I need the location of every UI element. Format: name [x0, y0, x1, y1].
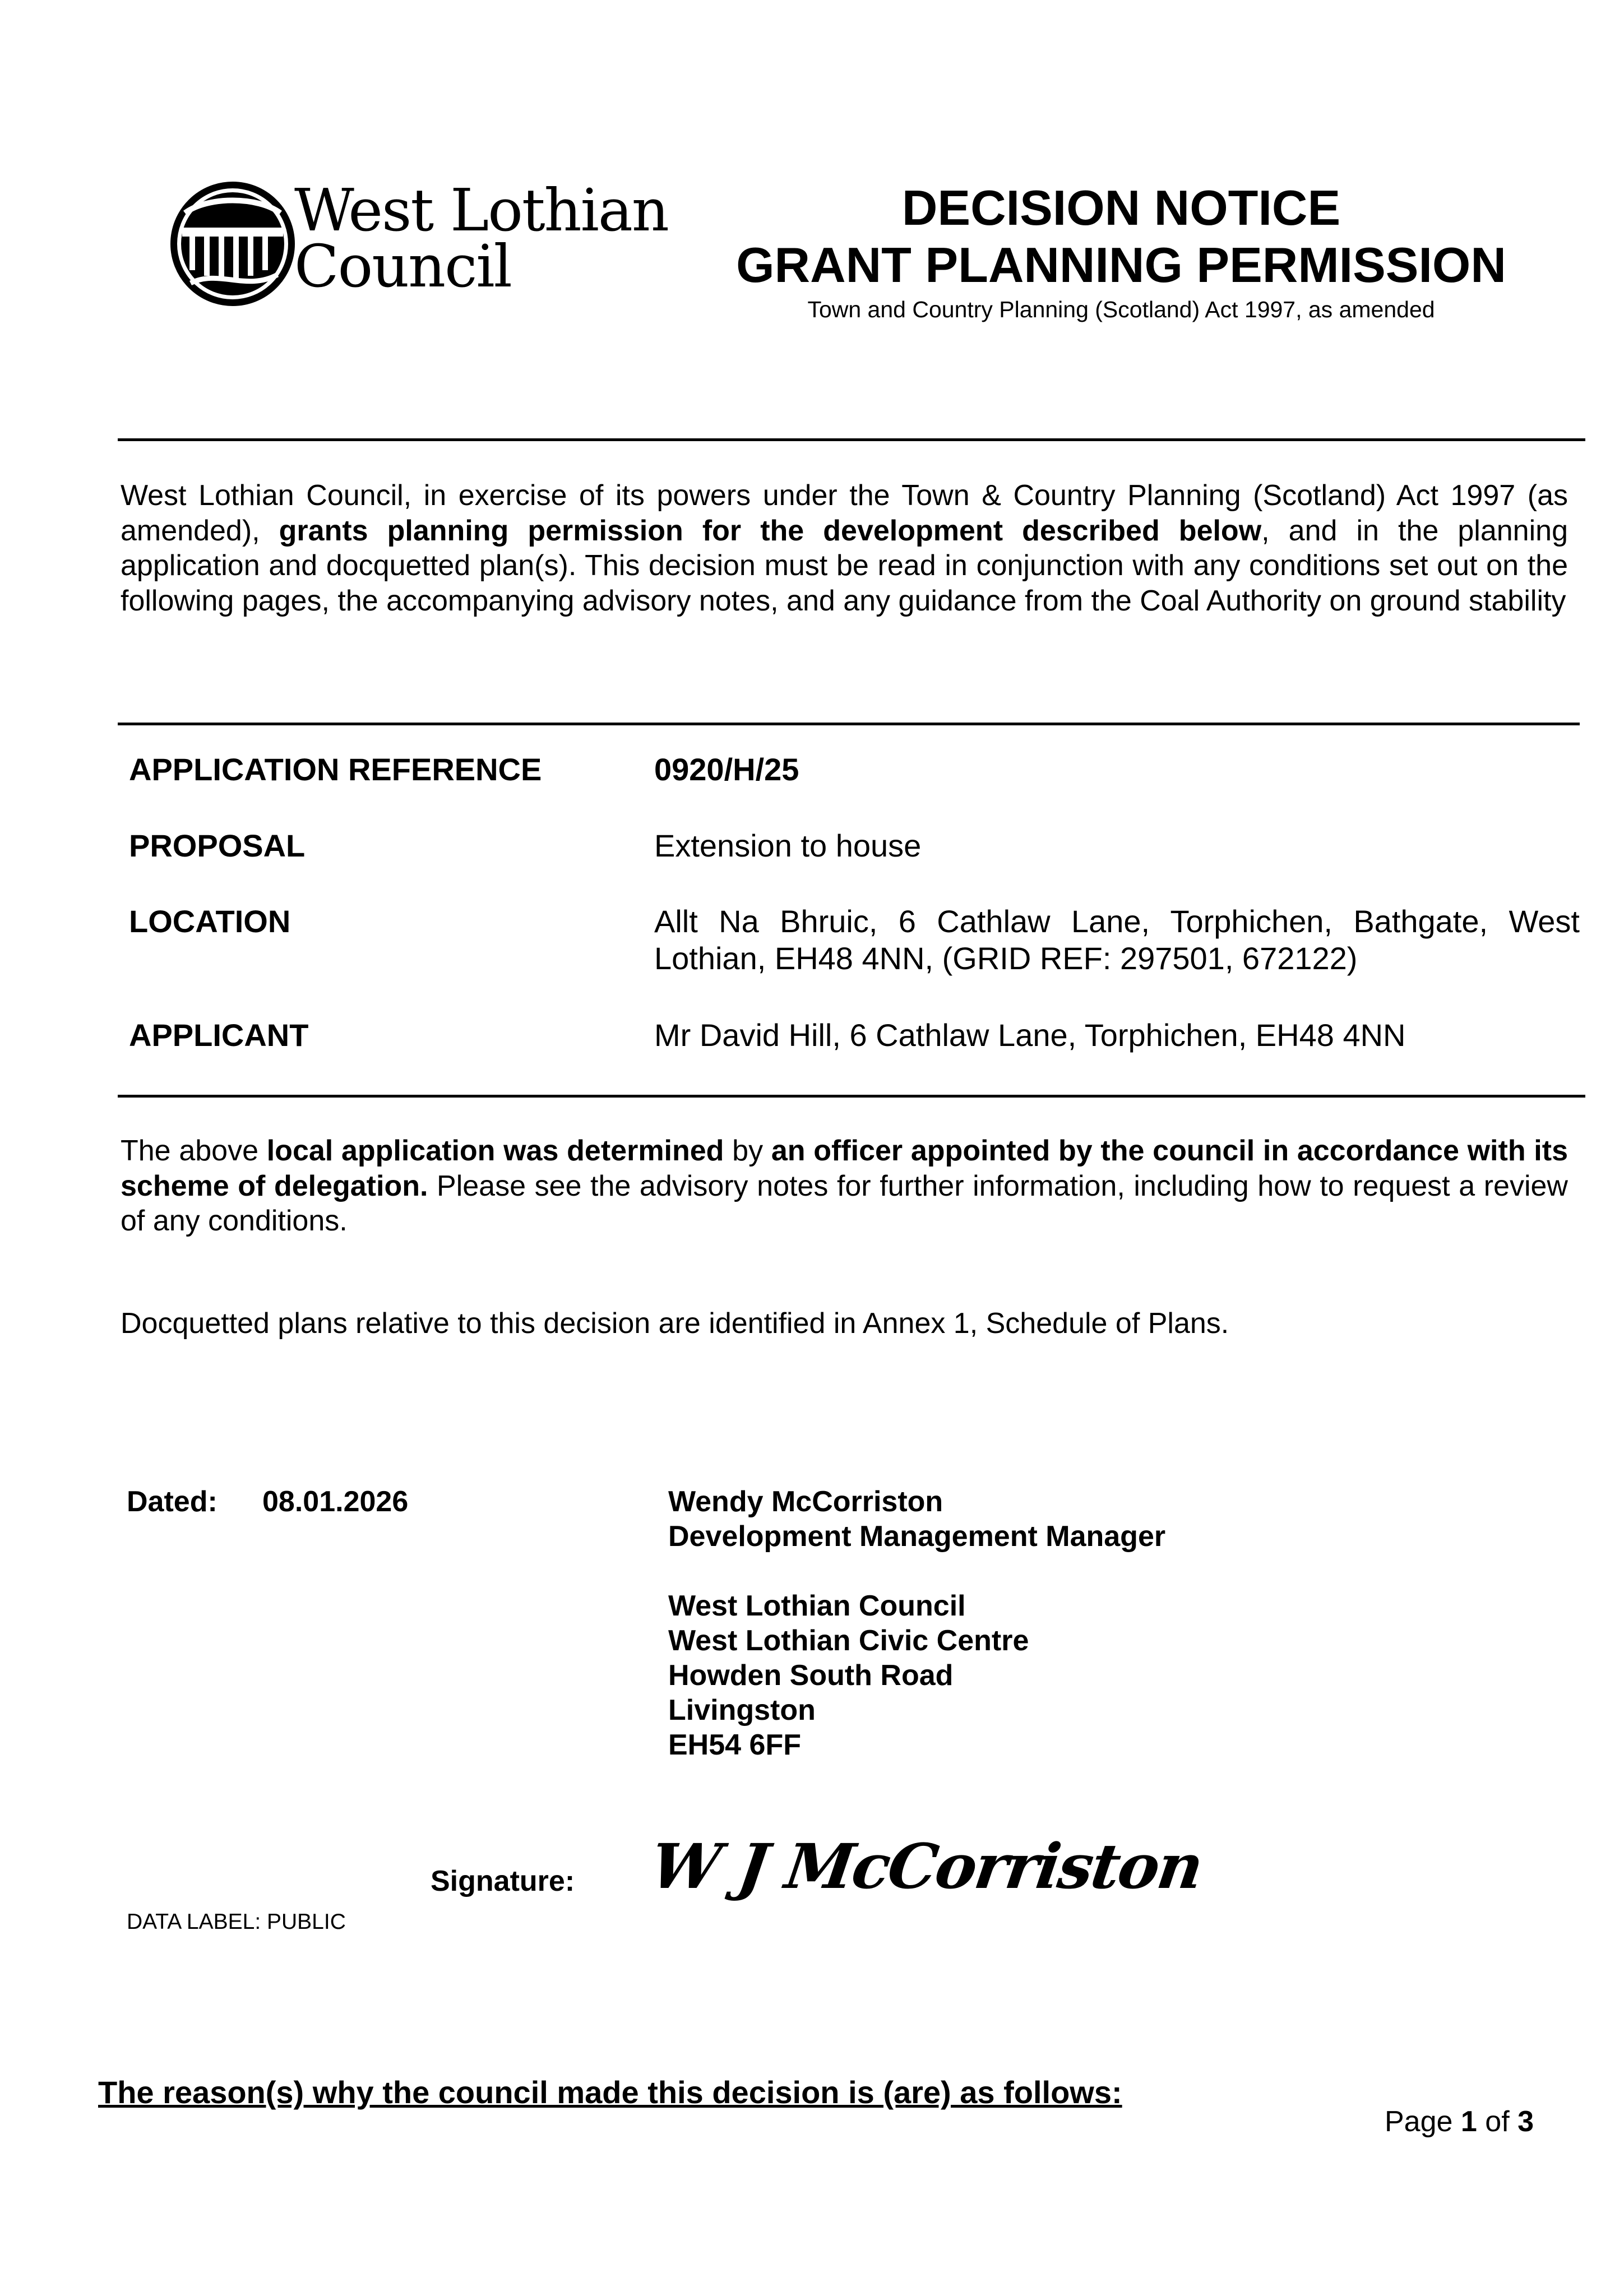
grant-permission-title: GRANT PLANNING PERMISSION — [736, 237, 1506, 293]
page-of: of — [1485, 2105, 1510, 2138]
officer-block — [668, 1484, 1165, 1762]
address-line-1: West Lothian Council — [668, 1590, 966, 1622]
page-number — [1385, 2104, 1534, 2139]
determination-text-2: by — [724, 1135, 771, 1167]
divider-application-top — [118, 723, 1580, 725]
determination-bold-2: an officer appointed by the council in accordance with its scheme of delegation. — [121, 1135, 1568, 1202]
applicant-value: Mr David Hill, 6 Cathlaw Lane, Torphichen, EH48 4NN — [654, 1017, 1406, 1053]
reasons-heading: The reason(s) why the council made this decision is (are) as follows: — [98, 2075, 1122, 2110]
address-line-2: West Lothian Civic Centre — [668, 1624, 1029, 1657]
address-line-3: Howden South Road — [668, 1659, 954, 1692]
council-logo — [168, 174, 668, 308]
handwritten-signature: W J McCorriston — [646, 1830, 1206, 1902]
address-line-5: EH54 6FF — [668, 1729, 801, 1761]
intro-text-2: , and in the planning application and docquetted plan(s). This decision must be read in conjunction with any conditions set out on the following pages, the accompanying advisory notes, and any guidance from the Coal Authority on ground stability — [121, 514, 1568, 617]
determination-bold-1: local application was determined — [266, 1135, 724, 1167]
officer-title: Development Management Manager — [668, 1520, 1166, 1553]
decision-notice-title: DECISION NOTICE — [901, 180, 1341, 235]
address-line-4: Livingston — [668, 1694, 816, 1726]
intro-text-bold: grants planning permission for the development described below — [279, 514, 1262, 547]
intro-text-1: West Lothian Council, in exercise of its powers under the Town & Country Planning (Scotland) Act 1997 (as amended), — [121, 479, 1568, 547]
proposal-value: Extension to house — [654, 828, 922, 863]
logo-text-line2: Council — [294, 232, 511, 300]
page-total: 3 — [1517, 2105, 1534, 2138]
divider-top — [118, 438, 1585, 441]
logo-text-line1: West Lothian — [294, 176, 668, 244]
determination-text-1: The above — [121, 1135, 267, 1167]
act-subtitle: Town and Country Planning (Scotland) Act 1997, as amended — [807, 297, 1435, 322]
intro-paragraph — [121, 478, 1568, 618]
proposal-label: PROPOSAL — [129, 828, 306, 863]
location-value: Allt Na Bhruic, 6 Cathlaw Lane, Torphichen, Bathgate, West Lothian, EH48 4NN, (GRID REF: 297501, 672122) — [654, 904, 1580, 976]
officer-name: Wendy McCorriston — [668, 1485, 943, 1518]
page-current: 1 — [1460, 2105, 1477, 2138]
applicant-label: APPLICANT — [129, 1017, 309, 1053]
dated-value: 08.01.2026 — [262, 1485, 409, 1518]
dated-label: Dated: — [127, 1485, 218, 1518]
docquetted-note: Docquetted plans relative to this decision are identified in Annex 1, Schedule of Plans. — [121, 1307, 1229, 1340]
application-reference-value: 0920/H/25 — [654, 752, 799, 787]
determination-paragraph — [121, 1133, 1568, 1239]
title-block — [673, 179, 1570, 324]
application-reference-label: APPLICATION REFERENCE — [129, 752, 542, 787]
location-label: LOCATION — [129, 904, 291, 939]
data-label: DATA LABEL: PUBLIC — [127, 1910, 346, 1934]
page-word: Page — [1385, 2105, 1453, 2138]
determination-text-3: Please see the advisory notes for further information, including how to request a review of any conditions. — [121, 1169, 1568, 1237]
divider-application-bottom — [118, 1095, 1585, 1098]
signature-label: Signature: — [431, 1865, 575, 1897]
council-crest-icon — [168, 179, 297, 308]
